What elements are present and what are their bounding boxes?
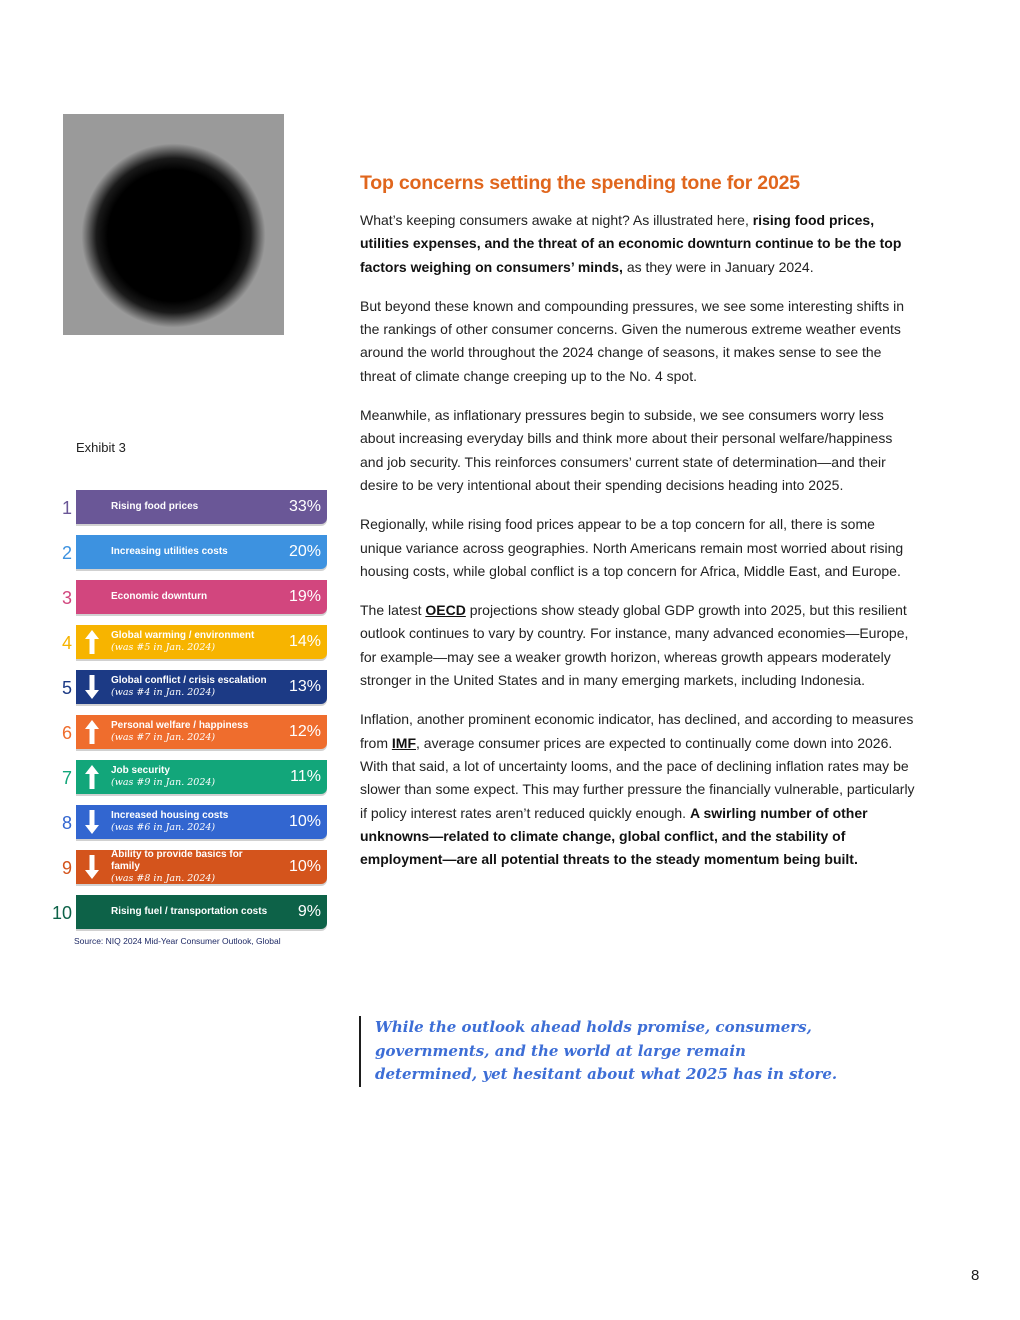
concern-rank: 7 <box>61 768 72 788</box>
concern-label <box>111 895 271 929</box>
concern-row <box>48 895 328 931</box>
concern-percent: 33% <box>288 498 321 515</box>
concern-label <box>111 715 271 749</box>
exhibit-source: Source: NIQ 2024 Mid-Year Consumer Outlook, Global <box>74 936 281 946</box>
concern-rank: 3 <box>61 588 72 608</box>
concern-percent: 19% <box>288 588 321 605</box>
concern-percent: 11% <box>290 768 321 785</box>
concern-label <box>111 805 271 839</box>
concern-bar <box>76 850 327 884</box>
concern-title: Increased housing costs <box>111 810 229 821</box>
concern-rank: 5 <box>61 678 72 698</box>
concern-title: Rising food prices <box>111 501 199 512</box>
concern-percent: 20% <box>288 543 321 560</box>
concern-bar <box>76 580 327 614</box>
oecd-link[interactable]: OECD <box>425 602 466 619</box>
exhibit-label: Exhibit 3 <box>76 440 126 455</box>
concern-previous-rank: (was #8 in Jan. 2024) <box>111 873 216 884</box>
concern-row <box>48 850 328 886</box>
concern-title: Ability to provide basics for family <box>111 849 243 872</box>
concern-bar <box>76 625 327 659</box>
concern-rank: 10 <box>51 903 72 923</box>
concern-row <box>48 490 328 526</box>
concern-label <box>111 535 271 569</box>
concern-percent: 13% <box>288 678 321 695</box>
concern-title: Global warming / environment <box>111 630 255 641</box>
paragraph-6: Inflation, another prominent economic indicator, has declined, and according to measures from IMF, average consumer prices are expected to continually come down into 2026. With that said, a lot of uncertainty looms, and the pace of declining inflation rates may be slower than some expect. This may further pressure the financially vulnerable, particularly if policy interest rates aren’t reduced quickly enough. A swirling number of other unknowns—related to climate change, global conflict, and the stability of employment—are all potential threats to the steady momentum being built. <box>360 711 915 868</box>
concern-percent: 14% <box>288 633 321 650</box>
concern-rank: 2 <box>61 543 72 563</box>
concern-previous-rank: (was #5 in Jan. 2024) <box>111 642 216 653</box>
paragraph-4: Regionally, while rising food prices appear to be a top concern for all, there is some unique variance across geographies. North Americans remain most worried about rising housing costs, while global conflict is a top concern for Africa, Middle East, and Europe. <box>360 516 904 579</box>
concern-rank: 1 <box>61 498 72 518</box>
concern-label <box>111 670 271 704</box>
concern-title: Personal welfare / happiness <box>111 720 249 731</box>
arrow-down-icon <box>85 810 99 834</box>
concern-percent: 10% <box>288 858 321 875</box>
concern-row <box>48 670 328 706</box>
concern-rank: 8 <box>61 813 72 833</box>
concern-title: Increasing utilities costs <box>111 546 228 557</box>
concern-bar <box>76 715 327 749</box>
portrait-photo <box>63 114 284 335</box>
pull-quote: While the outlook ahead holds promise, consumers, governments, and the world at large remain determined, yet hesitant about what 2025 has in store. <box>359 1016 845 1087</box>
arrow-up-icon <box>85 630 99 654</box>
concern-label <box>111 490 271 524</box>
concerns-ranking-list <box>48 490 328 940</box>
concern-bar <box>76 805 327 839</box>
concern-percent: 12% <box>288 723 321 740</box>
paragraph-5: The latest OECD projections show steady global GDP growth into 2025, but this resilient outlook continues to vary by country. For instance, many advanced economies—Europe, for example—may see a weaker growth horizon, whereas growth appears moderately stronger in the United States and in many emerging markets, including Indonesia. <box>360 602 909 689</box>
concern-row <box>48 715 328 751</box>
concern-bar <box>76 670 327 704</box>
concern-title: Global conflict / crisis escalation <box>111 675 267 686</box>
concern-row <box>48 535 328 571</box>
concern-rank: 6 <box>61 723 72 743</box>
paragraph-2: But beyond these known and compounding pressures, we see some interesting shifts in the rankings of other consumer concerns. Given the numerous extreme weather events around the world throughout the 2024 change of seasons, it makes sense to see the threat of climate change creeping up to the No. 4 spot. <box>360 297 904 384</box>
arrow-up-icon <box>85 765 99 789</box>
concern-previous-rank: (was #7 in Jan. 2024) <box>111 732 216 743</box>
concern-label <box>111 625 271 659</box>
concern-bar <box>76 760 327 794</box>
concern-percent: 10% <box>288 813 321 830</box>
paragraph-1: What’s keeping consumers awake at night? As illustrated here, rising food prices, utilities expenses, and the threat of an economic downturn continue to be the top factors weighing on consumers’ minds, as they were in January 2024. <box>360 212 902 275</box>
article-body <box>360 172 916 887</box>
concern-previous-rank: (was #9 in Jan. 2024) <box>111 777 216 788</box>
concern-rank: 4 <box>61 633 72 653</box>
concern-row <box>48 805 328 841</box>
arrow-up-icon <box>85 720 99 744</box>
concern-label <box>111 850 271 884</box>
concern-title: Rising fuel / transportation costs <box>111 906 268 917</box>
article-title: Top concerns setting the spending tone for 2025 <box>360 172 800 194</box>
concern-previous-rank: (was #6 in Jan. 2024) <box>111 822 216 833</box>
paragraph-3: Meanwhile, as inflationary pressures begin to subside, we see consumers worry less about increasing everyday bills and think more about their personal welfare/happiness and job security. This reinforces consumers’ current state of determination—and their desire to be very intentional about their spending decisions heading into 2025. <box>360 407 893 493</box>
concern-bar <box>76 490 327 524</box>
concern-rank: 9 <box>61 858 72 878</box>
page-number: 8 <box>971 1267 980 1284</box>
arrow-down-icon <box>85 675 99 699</box>
concern-title: Economic downturn <box>111 591 208 602</box>
concern-bar <box>76 895 327 929</box>
concern-label <box>111 580 271 614</box>
concern-percent: 9% <box>297 903 321 920</box>
concern-row <box>48 760 328 796</box>
concern-bar <box>76 535 327 569</box>
concern-title: Job security <box>111 765 170 776</box>
concern-row <box>48 625 328 661</box>
concern-label <box>111 760 271 794</box>
concern-previous-rank: (was #4 in Jan. 2024) <box>111 687 216 698</box>
arrow-down-icon <box>85 855 99 879</box>
concern-row <box>48 580 328 616</box>
imf-link[interactable]: IMF <box>391 734 416 751</box>
